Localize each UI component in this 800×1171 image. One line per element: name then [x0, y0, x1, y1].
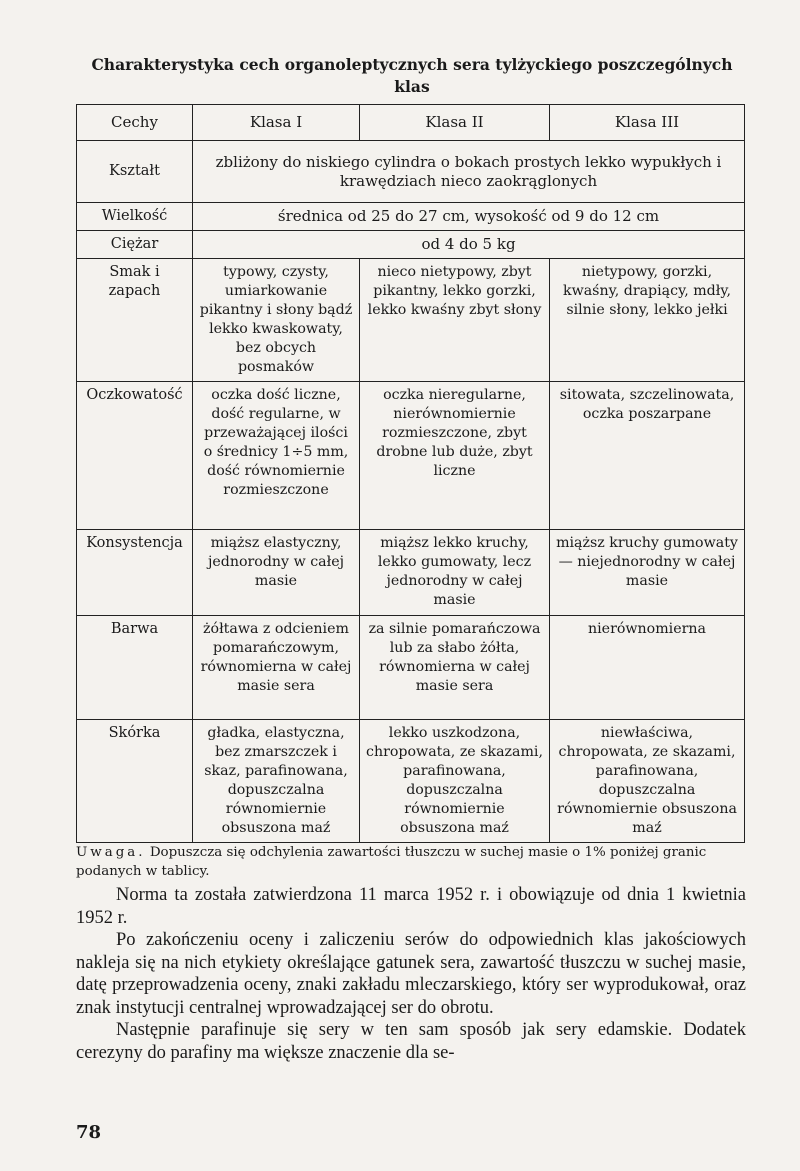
smak-klasa-2: nieco nietypowy, zbyt pikantny, lekko gorzki, lekko kwaśny zbyt słony [360, 259, 550, 382]
row-label-barwa: Barwa [77, 616, 193, 720]
smak-klasa-1: typowy, czysty, umiarkowanie pikantny i słony bądź lekko kwaskowaty, bez obcych posmaków [193, 259, 360, 382]
table-row [77, 382, 745, 530]
row-label-oczkowatosc: Oczkowatość [77, 382, 193, 530]
body-text [76, 884, 746, 1064]
table-row [77, 231, 745, 259]
row-label-smak: Smak i zapach [77, 259, 193, 382]
paragraph: Następnie parafinuje się sery w ten sam sposób jak sery edamskie. Dodatek cerezyny do parafiny ma większe znaczenie dla se- [76, 1020, 746, 1063]
konsystencja-klasa-1: miąższ elastyczny, jednorodny w całej masie [193, 530, 360, 616]
cheese-class-table [76, 104, 745, 843]
skorka-klasa-2: lekko uszkodzona, chropowata, ze skazami, parafinowana, dopuszczalna równomiernie obsuszona maź [360, 720, 550, 843]
header-klasa-1: Klasa I [193, 105, 360, 141]
table-row [77, 259, 745, 382]
table-row [77, 530, 745, 616]
header-klasa-3: Klasa III [550, 105, 745, 141]
header-klasa-2: Klasa II [360, 105, 550, 141]
row-label-wielkosc: Wielkość [77, 203, 193, 231]
skorka-klasa-3: niewłaściwa, chropowata, ze skazami, parafinowana, dopuszczalna równomiernie obsuszona maź [550, 720, 745, 843]
row-label-ciezar: Ciężar [77, 231, 193, 259]
table-row [77, 203, 745, 231]
ksztalt-value: zbliżony do niskiego cylindra o bokach prostych lekko wypukłych i krawędziach nieco zaokrąglonych [193, 141, 745, 203]
oczkowatosc-klasa-2: oczka nieregularne, nierównomiernie rozmieszczone, zbyt drobne lub duże, zbyt liczne [360, 382, 550, 530]
table-row [77, 616, 745, 720]
ciezar-value: od 4 do 5 kg [193, 231, 745, 259]
oczkowatosc-klasa-3: sitowata, szczelinowata, oczka poszarpane [550, 382, 745, 530]
smak-klasa-3: nietypowy, gorzki, kwaśny, drapiący, mdły, silnie słony, lekko jełki [550, 259, 745, 382]
wielkosc-value: średnica od 25 do 27 cm, wysokość od 9 do 12 cm [193, 203, 745, 231]
barwa-klasa-2: za silnie pomarańczowa lub za słabo żółta, równomierna w całej masie sera [360, 616, 550, 720]
table-note [76, 843, 746, 881]
header-cechy: Cechy [77, 105, 193, 141]
page-number: 78 [76, 1122, 102, 1143]
konsystencja-klasa-3: miąższ kruchy gumowaty — niejednorodny w całej masie [550, 530, 745, 616]
table-row [77, 720, 745, 843]
note-text: Dopuszcza się odchylenia zawartości tłuszczu w suchej masie o 1% poniżej granic podanych w tablicy. [76, 845, 707, 879]
row-label-skorka: Skórka [77, 720, 193, 843]
paragraph: Po zakończeniu oceny i zaliczeniu serów do odpowiednich klas jakościowych nakleja się na nich etykiety określające gatunek sera, zawartość tłuszczu w suchej masie, datę przeprowadzenia oceny, znaki zakładu mleczarskiego, który ser wyprodukował, oraz znak instytucji centralnej wprowadzającej ser do obrotu. [76, 930, 746, 1018]
row-label-ksztalt: Kształt [77, 141, 193, 203]
table-header-row [77, 105, 745, 141]
table-row [77, 141, 745, 203]
barwa-klasa-1: żółtawa z odcieniem pomarańczowym, równomierna w całej masie sera [193, 616, 360, 720]
paragraph: Norma ta została zatwierdzona 11 marca 1952 r. i obowiązuje od dnia 1 kwietnia 1952 r. [76, 885, 746, 928]
row-label-konsystencja: Konsystencja [77, 530, 193, 616]
oczkowatosc-klasa-1: oczka dość liczne, dość regularne, w przeważającej ilości o średnicy 1÷5 mm, dość równomiernie rozmieszczone [193, 382, 360, 530]
note-lead: Uwaga. [76, 845, 146, 860]
table-title: Charakterystyka cech organoleptycznych sera tylżyckiego poszczególnych klas [91, 55, 733, 96]
skorka-klasa-1: gładka, elastyczna, bez zmarszczek i skaz, parafinowana, dopuszczalna równomiernie obsuszona maź [193, 720, 360, 843]
konsystencja-klasa-2: miąższ lekko kruchy, lekko gumowaty, lecz jednorodny w całej masie [360, 530, 550, 616]
barwa-klasa-3: nierównomierna [550, 616, 745, 720]
